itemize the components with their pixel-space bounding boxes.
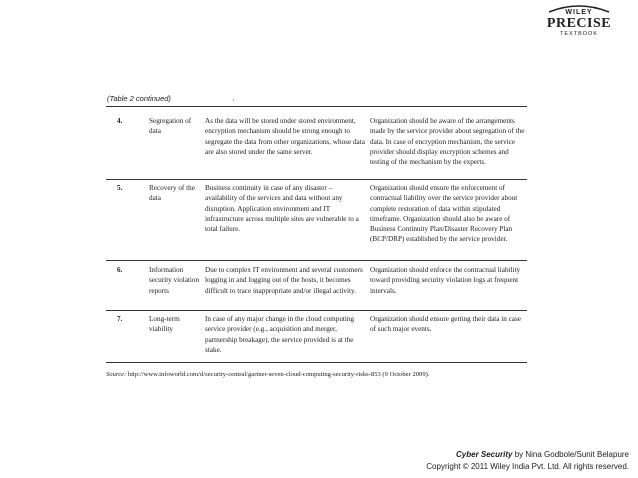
copyright-notice: Copyright © 2011 Wiley India Pvt. Ltd. All rights reserved. (426, 462, 629, 471)
stray-dot: · (232, 96, 235, 105)
book-title: Cyber Security (456, 450, 513, 459)
row-category: Recovery of the data (149, 184, 195, 203)
table-continued-label: (Table 2 continued) (107, 94, 171, 103)
source-note (106, 371, 527, 378)
row-number: 4. (117, 117, 123, 125)
row-number: 6. (117, 266, 123, 274)
row-number: 7. (117, 315, 123, 323)
row-description: Business continuity in case of any disaster – availability of the services and data without any disruption. Application environment and IT infrastructure across multiple sites are vulnerable to a total failure. (205, 184, 359, 234)
logo-arc (541, 3, 617, 13)
logo-tagline: TEXTBOOK (560, 31, 598, 37)
logo-brand: WILEY (565, 9, 593, 16)
table-bottom-rule (106, 362, 527, 363)
book-authors: by Nina Godbole/Sunit Belapure (514, 450, 629, 459)
source-url: http://www.infoworld.com/d/security-central/gartner-seven-cloud-computing-security-risks-853 (9 October 2009). (127, 371, 430, 378)
source-label: Source: (106, 371, 127, 378)
row-action: Organization should enforce the contractual liability toward providing security violation logs at frequent intervals. (370, 266, 521, 295)
row-divider (106, 179, 527, 180)
wiley-precise-logo (541, 5, 617, 38)
row-divider (106, 310, 527, 311)
row-divider (106, 260, 527, 261)
row-number: 5. (117, 184, 123, 192)
table-top-rule (106, 106, 527, 107)
row-category: Segregation of data (149, 117, 192, 136)
row-action: Organization should ensure the enforcement of contractual liability over the service provider about complete restoration of data within stipulated timeframe. Organization should also be aware of Business Continuity Plan/Disaster Recovery Plan (BCP/DRP) established by the service provider. (370, 184, 518, 244)
row-action: Organization should be aware of the arrangements made by the service provider about segregation of the data. In case of encryption mechanism, the service provider should display encryption schemes and testing of the mechanism by the experts. (370, 117, 525, 167)
row-description: As the data will be stored under stored environment, encryption mechanism should be strong enough to segregate the data from other organizations, whose data are also stored under the same server. (205, 117, 365, 156)
row-description: Due to complex IT environment and several customers logging in and logging out of the hosts, it becomes difficult to trace inappropriate and/or illegal activity. (205, 266, 363, 295)
row-category: Long-term viability (149, 315, 180, 334)
row-action: Organization should ensure getting their data in case of such major events. (370, 315, 521, 334)
logo-name: PRECISE (546, 16, 612, 31)
row-description: In case of any major change in the cloud computing service provider (e.g., acquisition and merger, partnership breakage), the service provided is at the stake. (205, 315, 355, 354)
row-category: Information security violation reports (149, 266, 200, 295)
book-credit (229, 450, 629, 459)
